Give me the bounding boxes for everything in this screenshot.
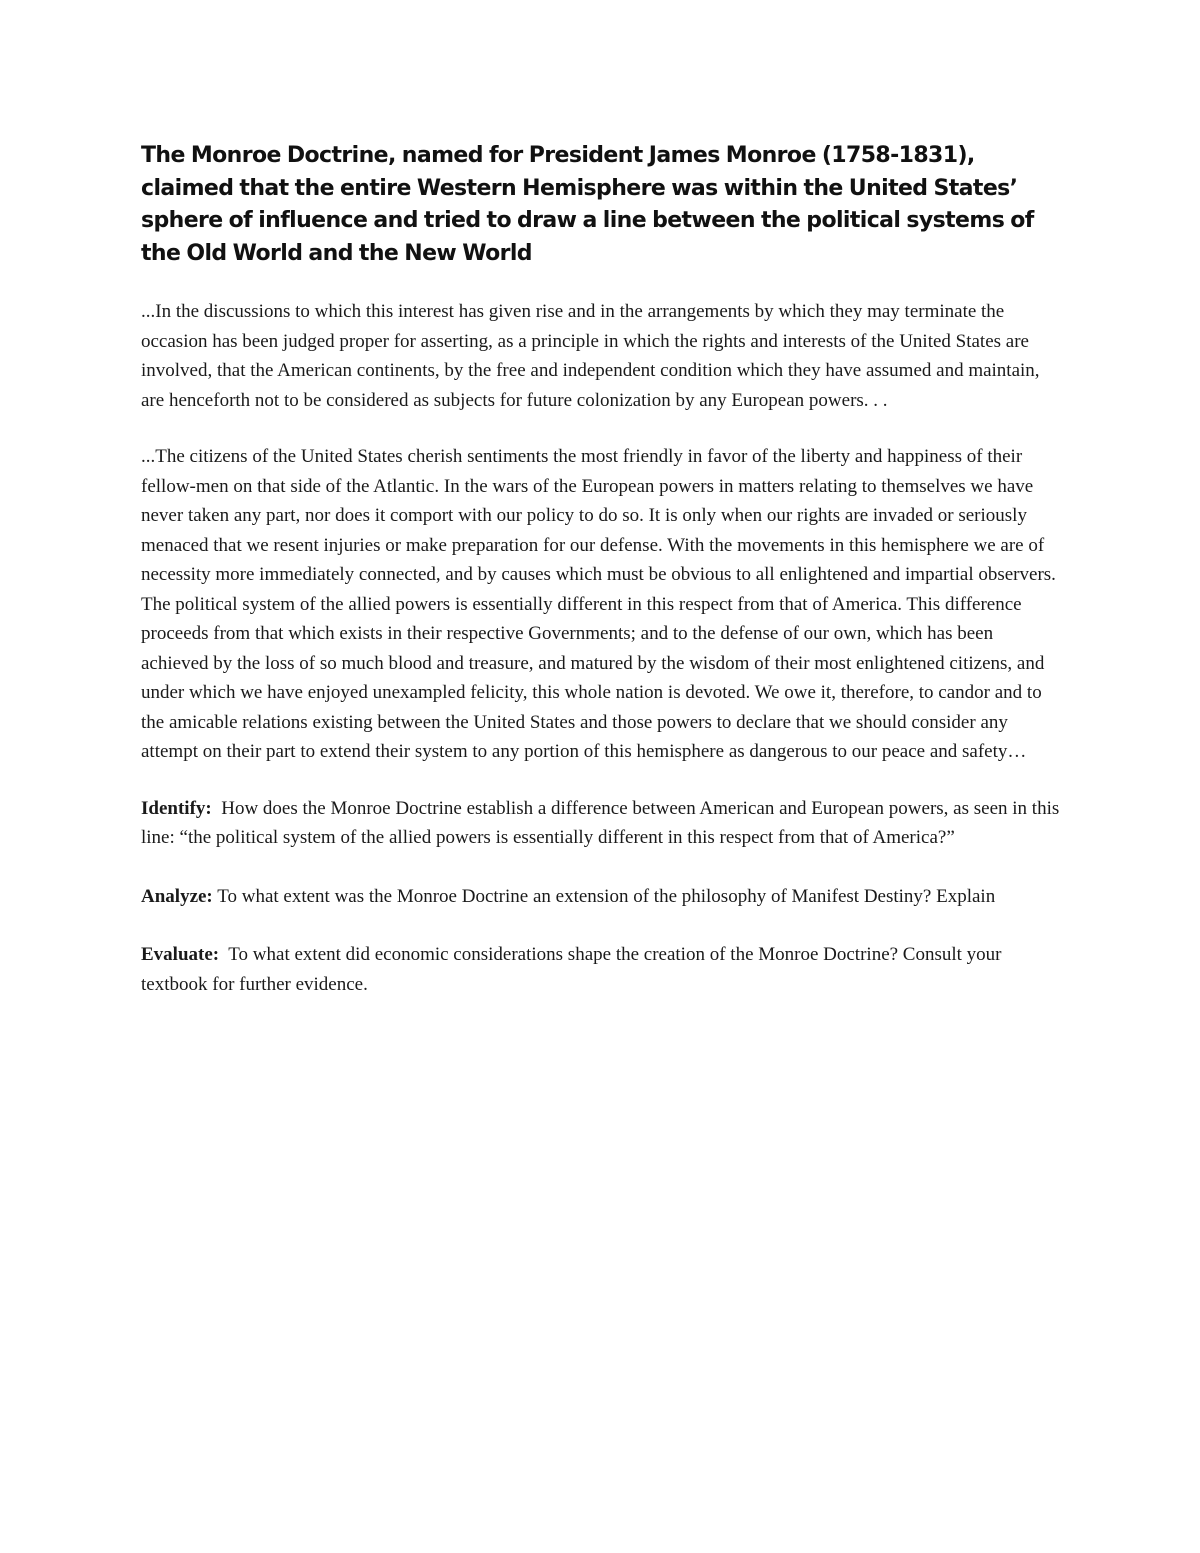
question-text: To what extent did economic considerations shape the creation of the Monroe Doctrine? Consult your textbook for further evidence. [141,944,1002,995]
question-text: To what extent was the Monroe Doctrine an extension of the philosophy of Manifest Destiny? Explain [217,885,996,907]
question-text: How does the Monroe Doctrine establish a difference between American and European powers, as seen in this line: “the political system of the allied powers is essentially different in this respect from that of America?” [141,797,1060,848]
passage-paragraph-1: ...In the discussions to which this interest has given rise and in the arrangements by which they may terminate the occasion has been judged proper for asserting, as a principle in which the rights and interests of the United States are involved, that the American continents, by the free and independent condition which they have assumed and maintain, are henceforth not to be considered as subjects for future colonization by any European powers. . . [141,301,1040,411]
question-label: Evaluate: [141,944,220,965]
passage-paragraph-2: ...The citizens of the United States cherish sentiments the most friendly in favor of the liberty and happiness of their fellow-men on that side of the Atlantic. In the wars of the European powers in matters relating to themselves we have never taken any part, nor does it comport with our policy to do so. It is only when our rights are invaded or seriously menaced that we resent injuries or make preparation for our defense. With the movements in this hemisphere we are of necessity more immediately connected, and by causes which must be obvious to all enlightened and impartial observers. The political system of the allied powers is essentially different in this respect from that of America. This difference proceeds from that which exists in their respective Governments; and to the defense of our own, which has been achieved by the loss of so much blood and treasure, and matured by the wisdom of their most enlightened citizens, and under which we have enjoyed unexampled felicity, this whole nation is devoted. We owe it, therefore, to candor and to the amicable relations existing between the United States and those powers to declare that we should consider any attempt on their part to extend their system to any portion of this hemisphere as dangerous to our peace and safety… [141,446,1056,762]
question-label: Analyze: [141,885,213,907]
question-label: Identify: [141,797,212,819]
document-content [141,140,1061,1028]
question-identify [141,794,1061,853]
question-evaluate [141,940,1061,999]
question-analyze [141,882,1061,912]
document-heading: The Monroe Doctrine, named for President James Monroe (1758-1831), claimed that the entire Western Hemisphere was within the United States’ sphere of influence and tried to draw a line between the political systems of the Old World and the New World [141,143,1034,266]
